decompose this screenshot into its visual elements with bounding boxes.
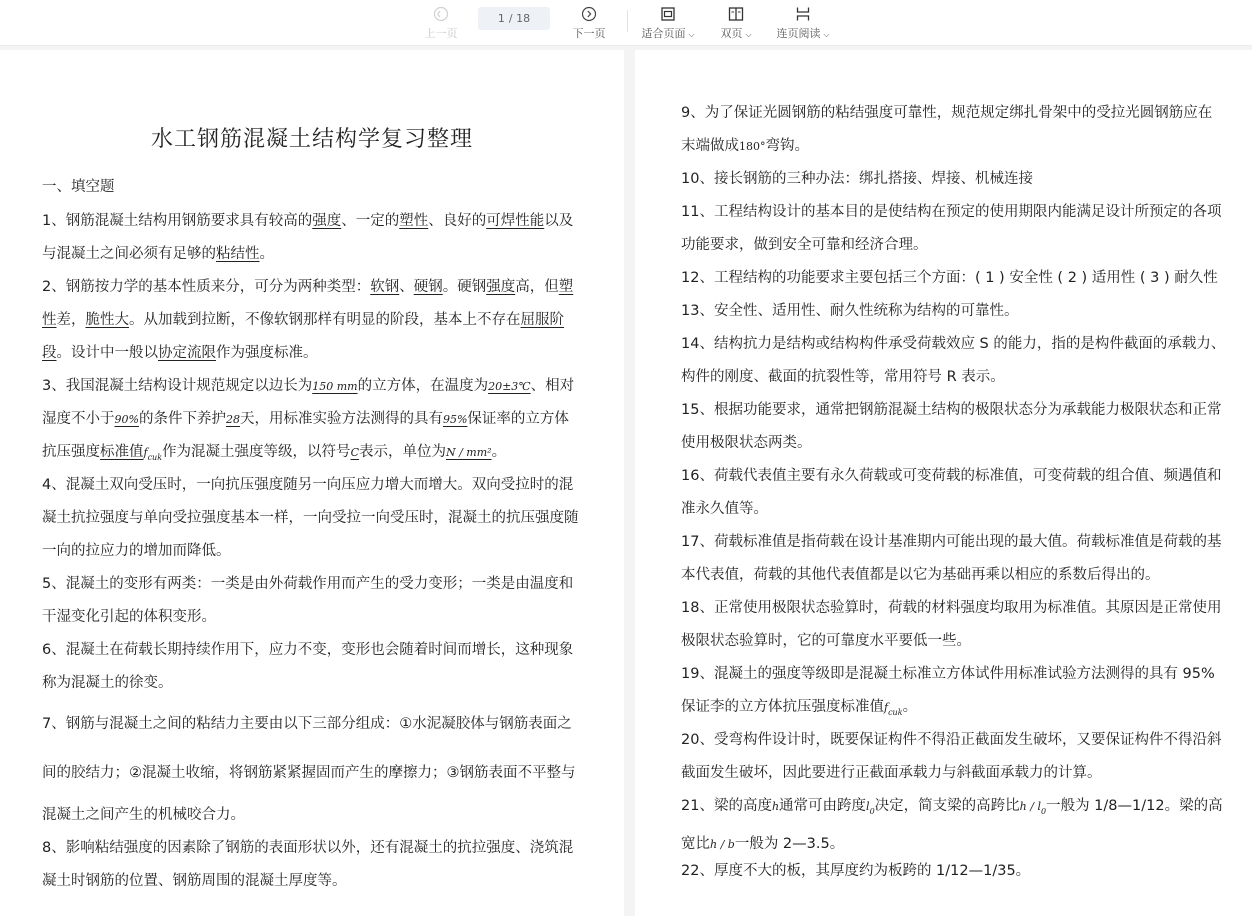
paragraph-15: 15、根据功能要求，通常把钢筋混凝土结构的极限状态分为承载能力极限状态和正常使用极限状态两类。 [681,402,1222,451]
paragraph-14: 14、结构抗力是结构或结构构件承受荷载效应 S 的能力，指的是构件截面的承载力、构件的刚度、截面的抗裂性等，常用符号 R 表示。 [681,336,1226,385]
paragraph-1: 1、钢筋混凝土结构用钢筋要求具有较高的强度、一定的塑性、良好的可焊性能以及与混凝土之间必须有足够的粘结性。 [42,213,574,262]
paragraph-19: 19、混凝土的强度等级即是混凝土标准立方体试件用标准试验方法测得的具有 95% 保证李的立方体抗压强度标准值$f_{cuk}$。 [681,666,1215,717]
page-current[interactable]: 1 [497,12,505,25]
document-page-left [0,50,624,916]
chevron-down-icon: ⌵ [688,30,695,39]
viewer-toolbar [0,0,1252,46]
paragraph-11: 11、工程结构设计的基本目的是使结构在预定的使用期限内能满足设计所预定的各项功能要求，做到安全可靠和经济合理。 [681,204,1222,253]
paragraph-10: 10、接长钢筋的三种办法：绑扎搭接、焊接、机械连接 [681,171,1033,187]
paragraph-4: 4、混凝土双向受压时，一向抗压强度随另一向压应力增大而增大。双向受拉时的混凝土抗拉强度与单向受拉强度基本一样，一向受拉一向受压时，混凝土的抗压强度随一向的拉应力的增加而降低。 [42,477,579,559]
paragraph-9: 9、为了保证光圆钢筋的粘结强度可靠性，规范规定绑扎骨架中的受拉光圆钢筋应在末端做成180°弯钩。 [681,105,1213,154]
fit-page-label: 适合页面 ⌵ [641,27,695,40]
next-page-button[interactable] [568,0,610,46]
continuous-reading-button[interactable] [772,0,834,46]
section-heading: 一、填空题 [42,179,115,195]
paragraph-7-line-2: 间的胶结力；②混凝土收缩，将钢筋紧紧握固而产生的摩擦力；③钢筋表面不平整与 [42,765,576,781]
paragraph-3: 3、我国混凝土结构设计规范规定以边长为150 mm的立方体，在温度为20±3℃、相对湿度不小于90%的条件下养护28天，用标准实验方法测得的具有95%保证率的立方体抗压强度标准值$f_{cuk}$作为混凝土强度等级，以符号C表示，单位为N / mm²。 [42,378,575,462]
dual-page-button[interactable] [714,0,758,46]
chevron-down-icon: ⌵ [745,30,752,39]
chevron-down-icon: ⌵ [823,30,830,39]
page-number-box[interactable] [478,7,550,30]
paragraph-20: 20、受弯构件设计时，既要保证构件不得沿正截面发生破坏，又要保证构件不得沿斜截面发生破坏，因此要进行正截面承载力与斜截面承载力的计算。 [681,732,1222,781]
chevron-up-circle-icon [433,5,449,23]
paragraph-2: 2、钢筋按力学的基本性质来分，可分为两种类型：软钢、硬钢。硬钢强度高，但塑性差，脆性大。从加载到拉断，不像软钢那样有明显的阶段，基本上不存在屈服阶段。设计中一般以协定流限作为强度标准。 [42,279,574,361]
paragraph-7-line-3: 混凝土之间产生的机械咬合力。 [42,807,245,823]
continuous-scroll-icon [795,5,811,23]
toolbar-divider [627,10,628,32]
paragraph-18: 18、正常使用极限状态验算时，荷载的材料强度均取用为标准值。其原因是正常使用极限状态验算时，它的可靠度水平要低一些。 [681,600,1222,649]
prev-page-label: 上一页 [424,27,458,40]
paragraph-12: 12、工程结构的功能要求主要包括三个方面：( 1 ) 安全性 ( 2 ) 适用性 ( 3 ) 耐久性 [681,270,1218,286]
paragraph-13: 13、安全性、适用性、耐久性统称为结构的可靠性。 [681,303,1019,319]
paragraph-21: 21、梁的高度h通常可由跨度$l_0$决定，简支梁的高跨比h / $l_0$一般为 1/8—1/12。梁的高宽比h / b一般为 2—3.5。 [681,798,1223,852]
paragraph-16: 16、荷载代表值主要有永久荷载或可变荷载的标准值，可变荷载的组合值、频遇值和准永久值等。 [681,468,1222,517]
next-page-label: 下一页 [572,27,606,40]
dual-page-icon [728,5,744,23]
paragraph-7-line-1: 7、钢筋与混凝土之间的粘结力主要由以下三部分组成：①水泥凝胶体与钢筋表面之 [42,716,572,732]
paragraph-22: 22、厚度不大的板，其厚度约为板跨的 1/12—1/35。 [681,863,1031,879]
page-total: / 18 [508,12,531,25]
document-title: 水工钢筋混凝土结构学复习整理 [150,127,473,152]
dual-page-label: 双页 ⌵ [720,27,752,40]
paragraph-8: 8、影响粘结强度的因素除了钢筋的表面形状以外，还有混凝土的抗拉强度、浇筑混凝土时钢筋的位置、钢筋周围的混凝土厚度等。 [42,840,574,889]
chevron-right-circle-icon [581,5,597,23]
fit-page-button[interactable] [638,0,698,46]
continuous-reading-label: 连页阅读 ⌵ [776,27,830,40]
paragraph-17: 17、荷载标准值是指荷载在设计基准期内可能出现的最大值。荷载标准值是荷载的基本代表值，荷载的其他代表值都是以它为基础再乘以相应的系数后得出的。 [681,534,1222,583]
paragraph-5: 5、混凝土的变形有两类：一类是由外荷载作用而产生的受力变形；一类是由温度和干湿变化引起的体积变形。 [42,576,574,625]
fit-page-icon [660,5,676,23]
document-page-right [635,50,1252,916]
paragraph-6: 6、混凝土在荷载长期持续作用下，应力不变，变形也会随着时间而增长，这种现象称为混凝土的徐变。 [42,642,574,691]
prev-page-button[interactable] [420,0,462,46]
